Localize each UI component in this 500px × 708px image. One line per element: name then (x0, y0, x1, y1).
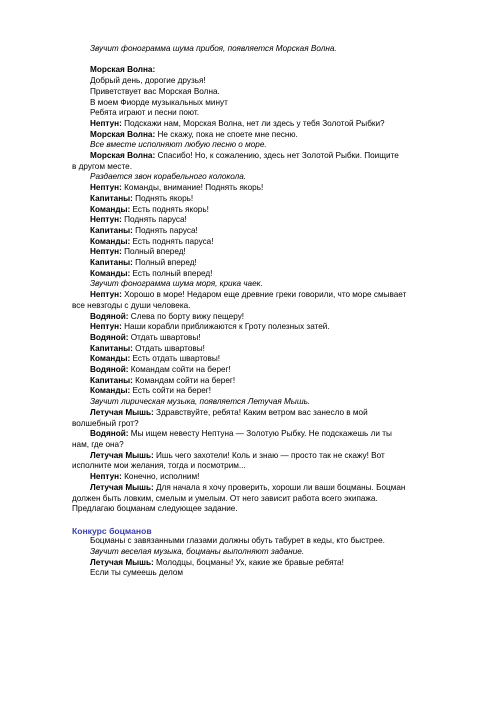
line-text: исполните мои желания, тогда и посмотрим... (72, 461, 246, 471)
line-text: волшебный грот? (72, 418, 139, 428)
section-heading (0, 526, 500, 537)
text-line (0, 65, 500, 76)
line-text: Ребята играют и песни поют. (90, 108, 200, 118)
line-text: должен быть ловким, смелым и умелым. От него зависит работа всего экипажа. (72, 493, 378, 503)
speaker-name: Летучая Мышь: (90, 407, 154, 417)
text-line (0, 365, 500, 376)
stage-direction (0, 44, 500, 55)
line-text: Есть сойти на берег! (130, 386, 212, 396)
speaker-name: Морская Волна: (90, 65, 156, 75)
line-text: Предлагаю боцманам следующее задание. (72, 504, 238, 514)
speaker-name: Водяной: (90, 311, 129, 321)
line-text: Все вместе исполняют любую песню о море. (90, 140, 267, 150)
line-text: в другом месте. (72, 161, 132, 171)
blank-line (0, 55, 500, 66)
stage-direction (0, 172, 500, 183)
text-line (0, 504, 500, 515)
text-line (0, 98, 500, 109)
text-line (0, 344, 500, 355)
text-line (0, 568, 500, 579)
text-line (0, 483, 500, 494)
text-line (0, 269, 500, 280)
line-text: Звучит лирическая музыка, появляется Летучая Мышь. (90, 397, 311, 407)
speaker-name: Нептун: (90, 215, 122, 225)
text-line (0, 322, 500, 333)
text-line (0, 386, 500, 397)
speaker-name: Нептун: (90, 118, 122, 128)
line-text: Поднять якорь! (132, 193, 194, 203)
text-line (0, 408, 500, 419)
line-text: Молодцы, боцманы! Ух, какие же бравые ребята! (153, 557, 344, 567)
stage-direction (0, 279, 500, 290)
line-text: Приветствует вас Морская Волна. (90, 86, 220, 96)
text-line (0, 87, 500, 98)
text-line (0, 376, 500, 387)
text-line (0, 461, 500, 472)
speaker-name: Команды: (90, 386, 131, 396)
line-text: Слева по борту вижу пещеру! (128, 311, 245, 321)
speaker-name: Водяной: (90, 332, 129, 342)
text-line (0, 76, 500, 87)
line-text: Подскажи нам, Морская Волна, нет ли здесь у тебя Золотой Рыбки? (121, 118, 385, 128)
text-line (0, 440, 500, 451)
text-line (0, 194, 500, 205)
text-line (0, 151, 500, 162)
speaker-name: Летучая Мышь: (90, 450, 154, 460)
line-text: Есть отдать швартовы! (130, 354, 221, 364)
line-text: Конкурс боцманов (72, 525, 152, 536)
speaker-name: Капитаны: (90, 258, 133, 268)
speaker-name: Нептун: (90, 472, 122, 482)
line-text: Спасибо! Но, к сожалению, здесь нет Золотой Рыбки. Поищите (155, 151, 399, 161)
speaker-name: Водяной: (90, 365, 129, 375)
line-text: Если ты сумеешь делом (90, 568, 184, 578)
text-line (0, 237, 500, 248)
speaker-name: Команды: (90, 236, 131, 246)
text-line (0, 130, 500, 141)
speaker-name: Нептун: (90, 290, 122, 300)
line-text: Есть поднять якорь! (130, 204, 209, 214)
text-line (0, 536, 500, 547)
text-line (0, 183, 500, 194)
text-line (0, 108, 500, 119)
line-text: Раздается звон корабельного колокола. (90, 172, 247, 182)
speaker-name: Водяной: (90, 429, 129, 439)
line-text: Есть полный вперед! (130, 268, 213, 278)
line-text: Ишь чего захотели! Коль и знаю — просто так не скажу! Вот (153, 450, 385, 460)
text-line (0, 354, 500, 365)
line-text: Есть поднять паруса! (130, 236, 214, 246)
line-text: Хорошо в море! Недаром еще древние греки говорили, что море смывает (121, 290, 407, 300)
line-text: Конечно, исполним! (121, 472, 200, 482)
line-text: Отдать швартовы! (132, 343, 205, 353)
text-line (0, 451, 500, 462)
line-text: Звучит фонограмма шума прибоя, появляется Морская Волна. (90, 44, 337, 53)
line-text: Отдать швартовы! (128, 332, 201, 342)
speaker-name: Капитаны: (90, 193, 133, 203)
document-body (0, 44, 500, 579)
line-text: Для начала я хочу проверить, хороши ли ваши боцманы. Боцман (153, 482, 406, 492)
speaker-name: Летучая Мышь: (90, 482, 154, 492)
speaker-name: Нептун: (90, 183, 122, 193)
blank-line (0, 515, 500, 526)
line-text: Полный вперед! (121, 247, 186, 257)
text-line (0, 429, 500, 440)
line-text: Звучит веселая музыка, боцманы выполняют задание. (90, 547, 305, 557)
speaker-name: Команды: (90, 354, 131, 364)
speaker-name: Капитаны: (90, 375, 133, 385)
speaker-name: Нептун: (90, 247, 122, 257)
text-line (0, 215, 500, 226)
text-line (0, 258, 500, 269)
speaker-name: Капитаны: (90, 343, 133, 353)
line-text: Командам сойти на берег! (128, 365, 231, 375)
text-line (0, 162, 500, 173)
text-line (0, 290, 500, 301)
line-text: Мы ищем невесту Нептуна — Золотую Рыбку. Не подскажешь ли ты (128, 429, 392, 439)
line-text: В моем Фиорде музыкальных минут (90, 97, 228, 107)
line-text: Наши корабли приближаются к Гроту полезных затей. (121, 322, 330, 332)
text-line (0, 419, 500, 430)
speaker-name: Летучая Мышь: (90, 557, 154, 567)
speaker-name: Команды: (90, 204, 131, 214)
stage-direction (0, 397, 500, 408)
text-line (0, 247, 500, 258)
line-text: Не скажу, пока не споете мне песню. (155, 129, 298, 139)
line-text: Полный вперед! (132, 258, 197, 268)
speaker-name: Морская Волна: (90, 129, 156, 139)
text-line (0, 205, 500, 216)
line-text: Добрый день, дорогие друзья! (90, 76, 206, 86)
text-line (0, 226, 500, 237)
speaker-name: Команды: (90, 268, 131, 278)
line-text: Звучит фонограмма шума моря, крика чаек. (90, 279, 263, 289)
line-text: все невзгоды с души человека. (72, 300, 191, 310)
text-line (0, 472, 500, 483)
stage-direction (0, 140, 500, 151)
stage-direction (0, 547, 500, 558)
line-text: нам, где она? (72, 440, 124, 449)
speaker-name: Морская Волна: (90, 151, 156, 161)
text-line (0, 494, 500, 505)
line-text: Поднять паруса! (121, 215, 187, 225)
text-line (0, 312, 500, 323)
line-text: Команды, внимание! Поднять якорь! (121, 183, 264, 193)
text-line (0, 301, 500, 312)
text-line (0, 119, 500, 130)
text-line (0, 333, 500, 344)
line-text: Поднять паруса! (132, 225, 198, 235)
speaker-name: Капитаны: (90, 225, 133, 235)
line-text: Здравствуйте, ребята! Каким ветром вас занесло в мой (153, 407, 368, 417)
line-text: Боцманы с завязанными глазами должны обуть табурет в кеды, кто быстрее. (90, 536, 385, 546)
line-text: Командам сойти на берег! (132, 375, 236, 385)
text-line (0, 558, 500, 569)
speaker-name: Нептун: (90, 322, 122, 332)
